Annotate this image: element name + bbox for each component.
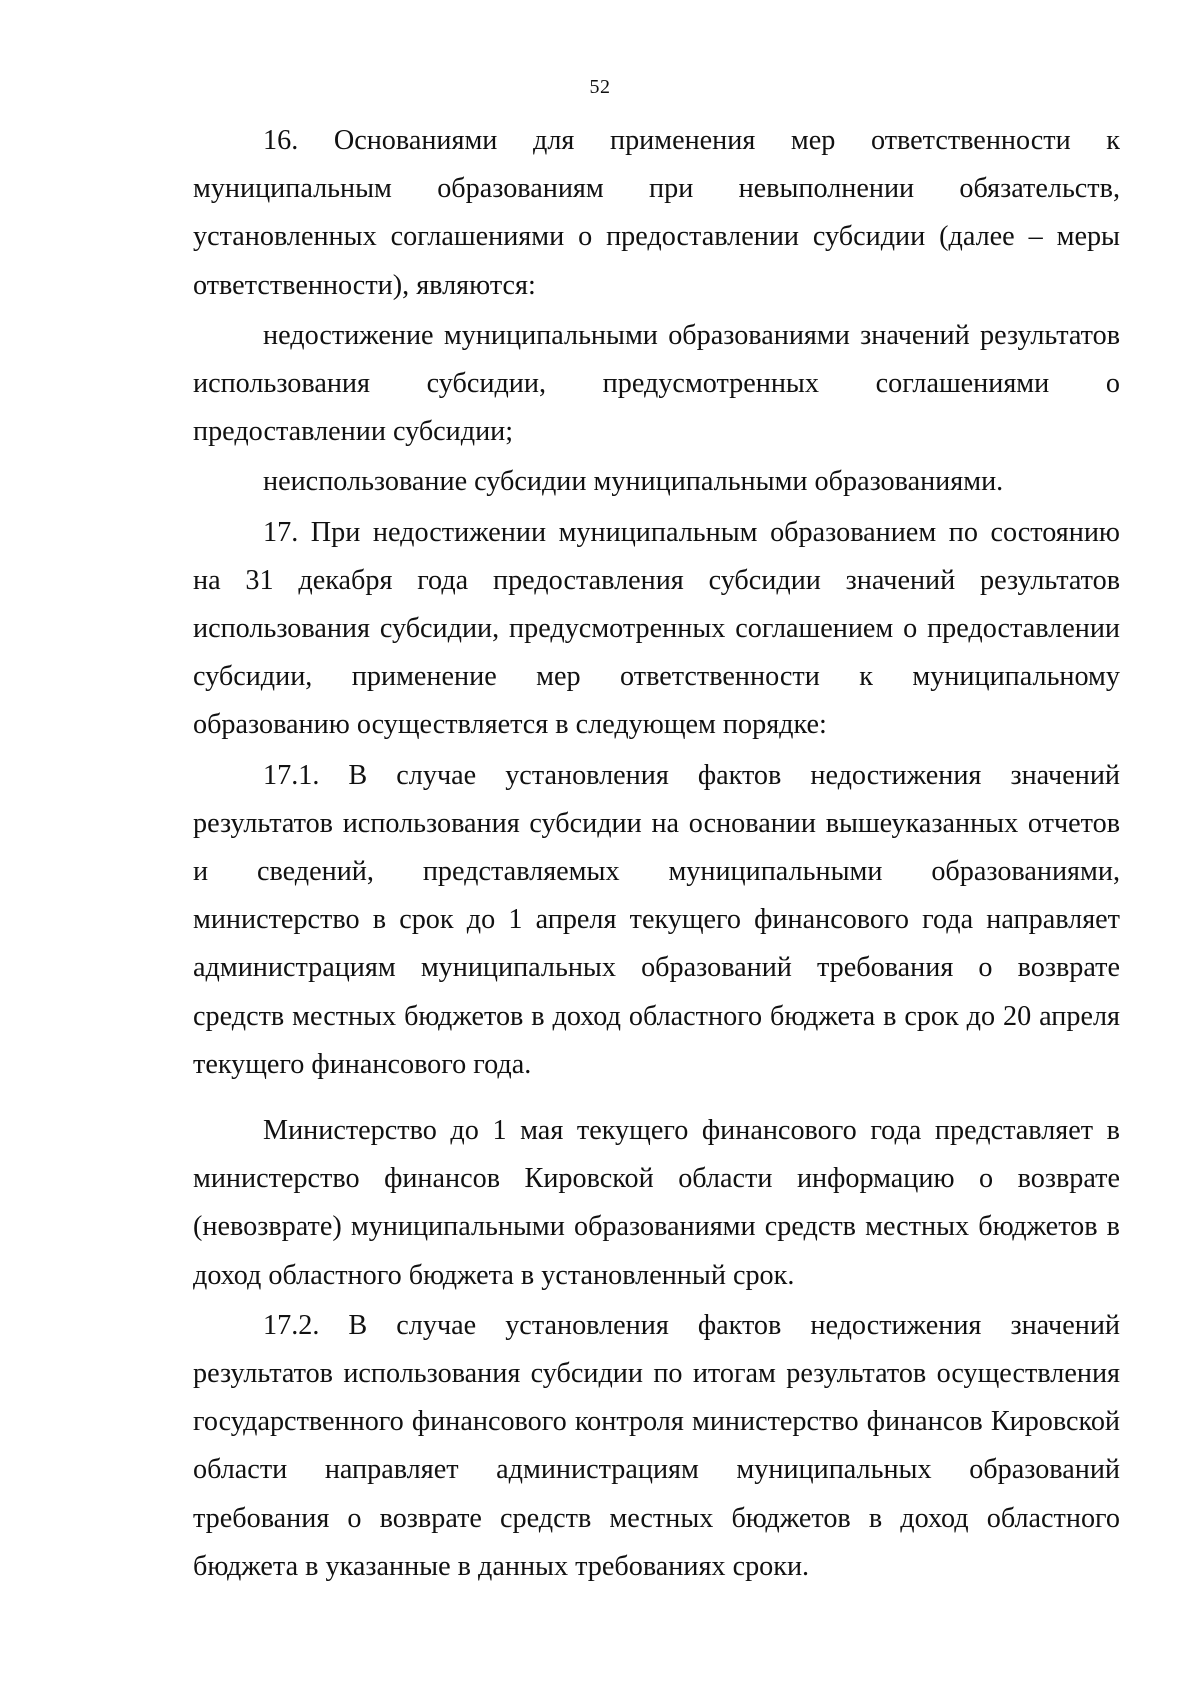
paragraph-17-1-continuation: Министерство до 1 мая текущего финансового года представляет в министерство финансов Кировской области информацию о возврате (невозврате) муниципальными образованиями средств местных бюджетов в доход областного бюджета в установленный срок. [193,1115,1120,1291]
paragraph-16-item-2: неиспользование субсидии муниципальными образованиями. [263,466,1004,498]
paragraph-17: 17. При недостижении муниципальным образованием по состоянию на 31 декабря года предоставления субсидии значений результатов использования субсидии, предусмотренных соглашением о предоставлении субсидии, применение мер ответственности к муниципальному образованию осуществляется в следующем порядке: [193,516,1120,741]
document-body [193,117,1120,1593]
paragraph-16-item-1: недостижение муниципальными образованиями значений результатов использования субсидии, предусмотренных соглашениями о предоставлении субсидии; [193,319,1120,448]
page-number: 52 [589,76,611,98]
paragraph-16: 16. Основаниями для применения мер ответственности к муниципальным образованиям при невыполнении обязательств, установленных соглашениями о предоставлении субсидии (далее – меры ответственности), являются: [193,125,1120,301]
paragraph-17-1: 17.1. В случае установления фактов недостижения значений результатов использования субсидии на основании вышеуказанных отчетов и сведений, представляемых муниципальными образованиями, министерство в срок до 1 апреля текущего финансового года направляет администрациям муниципальных образований требования о возврате средств местных бюджетов в доход областного бюджета в срок до 20 апреля текущего финансового года. [193,759,1120,1080]
paragraph-17-2: 17.2. В случае установления фактов недостижения значений результатов использования субсидии по итогам результатов осуществления государственного финансового контроля министерство финансов Кировской области направляет администрациям муниципальных образований требования о возврате средств местных бюджетов в доход областного бюджета в указанные в данных требованиях сроки. [193,1309,1120,1582]
